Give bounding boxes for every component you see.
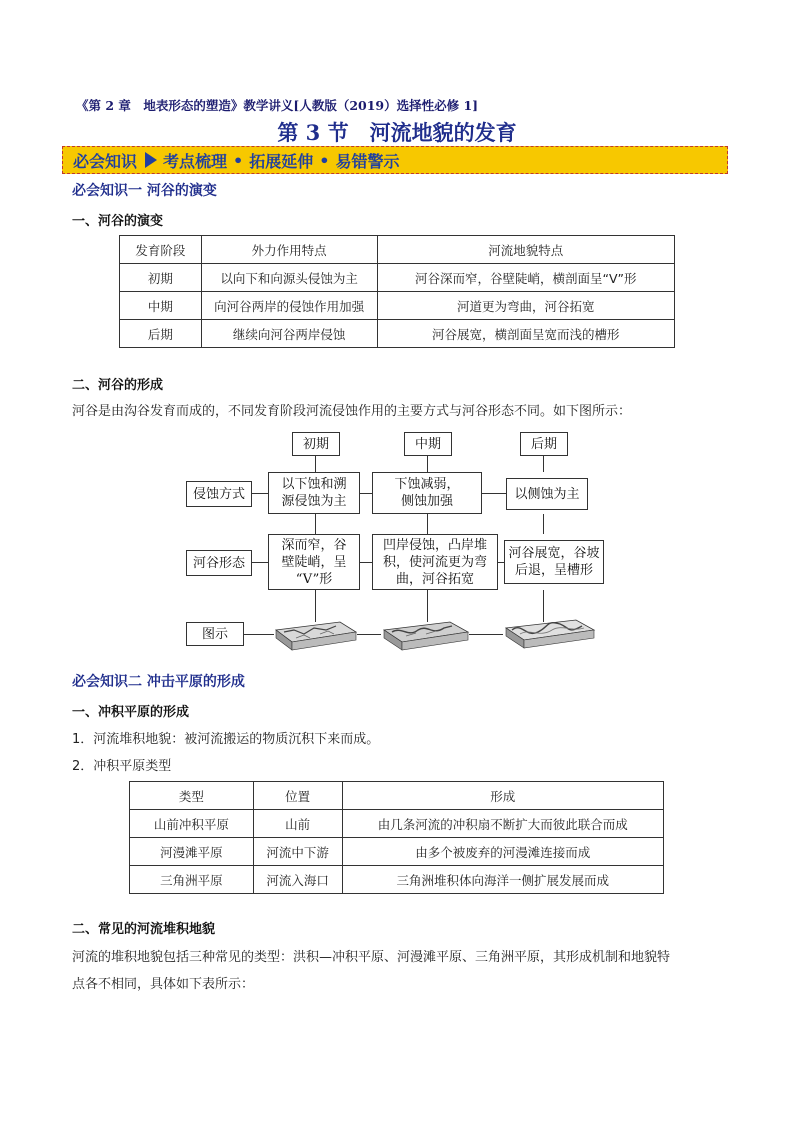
table-cell: 由多个被废弃的河漫滩连接而成: [342, 838, 663, 866]
shape-late-line: 河谷展宽，谷坡: [508, 546, 600, 561]
stage-late-label: 后期: [520, 432, 568, 456]
section2-item2: 2．冲积平原类型: [72, 759, 172, 774]
table-cell: 三角洲平原: [130, 866, 254, 894]
section2-part2-text-line1: 河流的堆积地貌包括三种常见的类型：洪积—冲积平原、河漫滩平原、三角洲平原，其形成机制和地貌特: [72, 950, 671, 965]
stage-middle-label: 中期: [404, 432, 452, 456]
table-cell: 山前: [253, 810, 342, 838]
connector-line: [427, 456, 428, 472]
section2-heading: 必会知识二 冲击平原的形成: [72, 674, 245, 690]
table-cell: 向河谷两岸的侵蚀作用加强: [201, 292, 377, 320]
connector-line: [543, 456, 544, 472]
shape-middle-line: 曲，河谷拓宽: [395, 571, 474, 587]
connector-line: [252, 493, 268, 494]
table-row: [120, 292, 675, 320]
page-title: 第 3 节 河流地貌的发育: [277, 120, 517, 145]
section2-item1: 1．河流堆积地貌：被河流搬运的物质沉积下来而成。: [72, 732, 380, 747]
shape-early-line: 壁陡峭，呈: [281, 554, 347, 570]
table-header-cell: 外力作用特点: [201, 236, 377, 264]
alluvial-plain-table: [129, 781, 664, 894]
connector-line: [543, 514, 544, 534]
erosion-middle-box: [372, 472, 482, 514]
erosion-middle-line: 侧蚀加强: [400, 494, 453, 509]
shape-middle-line: 凹岸侵蚀，凸岸堆: [382, 537, 487, 553]
section2-part2-text-line2: 点各不相同，具体如下表所示：: [72, 977, 255, 992]
table-row: [130, 838, 664, 866]
connector-line: [360, 493, 372, 494]
erosion-middle-line: 下蚀减弱，: [394, 477, 460, 492]
section2-part2-heading: 二、常见的河流堆积地貌: [72, 922, 216, 937]
section2-part1-heading: 一、冲积平原的形成: [72, 705, 190, 720]
row-label-illustration: 图示: [186, 622, 244, 646]
banner-separator: •: [319, 150, 330, 170]
banner-lead: 必会知识: [73, 151, 138, 171]
course-subtitle: 《第 2 章 地表形态的塑造》教学讲义[人教版（2019）选择性必修 1]: [76, 98, 479, 113]
shape-early-line: 深而窄，谷: [281, 537, 347, 553]
table-cell: 河流中下游: [253, 838, 342, 866]
knowledge-banner: [62, 146, 728, 174]
connector-line: [360, 562, 372, 563]
table-cell: 河流入海口: [253, 866, 342, 894]
connector-line: [244, 634, 274, 635]
section1-part2-text: 河谷是由沟谷发育而成的，不同发育阶段河流侵蚀作用的主要方式与河谷形态不同。如下图所示：: [72, 404, 632, 419]
shape-middle-box: [372, 534, 498, 590]
table-row: [120, 320, 675, 348]
connector-line: [252, 562, 268, 563]
erosion-late-line: 以侧蚀为主: [514, 486, 580, 502]
banner-separator: •: [233, 150, 244, 170]
banner-item: 拓展延伸: [249, 151, 314, 171]
connector-line: [315, 456, 316, 472]
erosion-early-box: [268, 472, 360, 514]
section1-part1-heading: 一、河谷的演变: [72, 214, 164, 229]
table-cell: 河谷深而窄，谷壁陡峭，横剖面呈“V”形: [377, 264, 675, 292]
valley-formation-diagram: [184, 430, 614, 652]
valley-evolution-table: [119, 235, 675, 348]
erosion-early-line: 以下蚀和溯: [281, 477, 347, 492]
table-cell: 初期: [120, 264, 202, 292]
connector-line: [482, 493, 506, 494]
table-cell: 以向下和向源头侵蚀为主: [201, 264, 377, 292]
table-cell: 后期: [120, 320, 202, 348]
section1-part2-heading: 二、河谷的形成: [72, 378, 164, 393]
table-header-row: [120, 236, 675, 264]
table-row: [130, 866, 664, 894]
connector-line: [427, 514, 428, 534]
table-cell: 由几条河流的冲积扇不断扩大而彼此联合而成: [342, 810, 663, 838]
erosion-early-line: 源侵蚀为主: [281, 494, 347, 509]
v-valley-terrain-illustration: [274, 618, 358, 652]
table-header-cell: 发育阶段: [120, 236, 202, 264]
table-cell: 河漫滩平原: [130, 838, 254, 866]
play-arrow-icon: [145, 152, 157, 168]
connector-line: [357, 634, 381, 635]
shape-middle-line: 积，使河流更为弯: [382, 554, 487, 570]
trough-valley-terrain-illustration: [504, 616, 596, 652]
row-label-erosion: 侵蚀方式: [186, 481, 252, 507]
table-cell: 三角洲堆积体向海洋一侧扩展发展而成: [342, 866, 663, 894]
table-header-row: [130, 782, 664, 810]
erosion-late-box: [506, 478, 588, 510]
shape-late-line: 后退，呈槽形: [514, 563, 593, 578]
shape-early-line: “V”形: [295, 571, 333, 587]
table-cell: 河道更为弯曲，河谷拓宽: [377, 292, 675, 320]
table-header-cell: 位置: [253, 782, 342, 810]
banner-item: 考点梳理: [163, 151, 228, 171]
table-cell: 中期: [120, 292, 202, 320]
widening-valley-terrain-illustration: [382, 618, 470, 652]
table-header-cell: 河流地貌特点: [377, 236, 675, 264]
table-header-cell: 形成: [342, 782, 663, 810]
stage-early-label: 初期: [292, 432, 340, 456]
table-row: [130, 810, 664, 838]
table-cell: 继续向河谷两岸侵蚀: [201, 320, 377, 348]
table-cell: 河谷展宽，横剖面呈宽而浅的槽形: [377, 320, 675, 348]
table-cell: 山前冲积平原: [130, 810, 254, 838]
table-row: [120, 264, 675, 292]
shape-late-box: [504, 540, 604, 584]
banner-item: 易错警示: [335, 151, 400, 171]
connector-line: [469, 634, 503, 635]
table-header-cell: 类型: [130, 782, 254, 810]
connector-line: [315, 514, 316, 534]
shape-early-box: [268, 534, 360, 590]
row-label-shape: 河谷形态: [186, 550, 252, 576]
section1-heading: 必会知识一 河谷的演变: [72, 183, 217, 199]
